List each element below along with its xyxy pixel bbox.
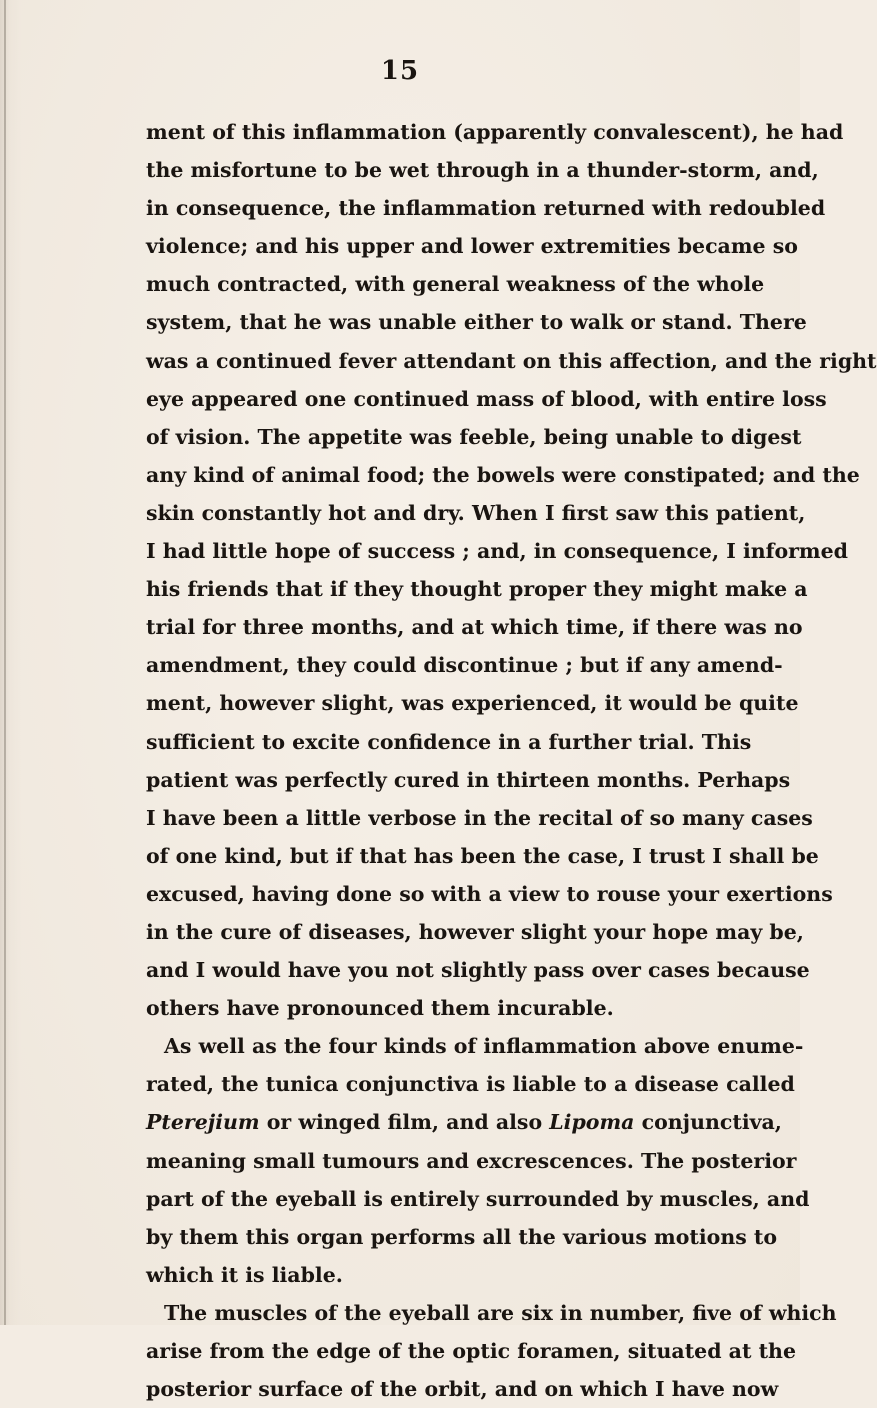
text-line: arise from the edge of the optic foramen, situated at the bbox=[146, 1339, 796, 1363]
paragraph-start-line: As well as the four kinds of inflammation above enume- bbox=[164, 1034, 804, 1059]
text-line: I have been a little verbose in the recital of so many cases bbox=[146, 805, 813, 830]
text-line: any kind of animal food; the bowels were constipated; and the bbox=[146, 462, 860, 487]
text-line: ment, however slight, was experienced, it would be quite bbox=[146, 691, 799, 716]
text-line: the misfortune to be wet through in a thunder-storm, and, bbox=[146, 158, 819, 183]
text-line: meaning small tumours and excrescences. The posterior bbox=[146, 1148, 797, 1173]
italic-term-pterejium: Pterejium bbox=[146, 1110, 260, 1135]
text-line: posterior surface of the orbit, and on which I have now bbox=[146, 1377, 779, 1402]
text-line: and I would have you not slightly pass over cases because bbox=[146, 958, 810, 983]
text-line: of vision. The appetite was feeble, being unable to digest bbox=[146, 424, 802, 449]
paragraph-end-line: which it is liable. bbox=[146, 1262, 343, 1287]
text-line: trial for three months, and at which time, if there was no bbox=[146, 615, 803, 640]
text-line: excused, having done so with a view to rouse your exertions bbox=[146, 881, 833, 906]
text-line: sufficient to excite confidence in a further trial. This bbox=[146, 729, 752, 754]
text-line: part of the eyeball is entirely surrounded by muscles, and bbox=[146, 1186, 810, 1211]
text-line: rated, the tunica conjunctiva is liable to a disease called bbox=[146, 1072, 795, 1097]
text-fragment: or winged film, and also bbox=[259, 1110, 550, 1135]
page-number: 15 bbox=[380, 56, 420, 86]
text-line: by them this organ performs all the various motions to bbox=[146, 1224, 778, 1249]
text-line-with-italic-terms bbox=[146, 1103, 782, 1141]
text-line: eye appeared one continued mass of blood, with entire loss bbox=[146, 386, 827, 411]
text-line: violence; and his upper and lower extremities became so bbox=[146, 234, 798, 259]
text-line: was a continued fever attendant on this affection, and the right bbox=[146, 348, 877, 373]
text-line: system, that he was unable either to walk or stand. There bbox=[146, 310, 807, 335]
text-line: skin constantly hot and dry. When I first saw this patient, bbox=[146, 500, 806, 525]
text-line: patient was perfectly cured in thirteen months. Perhaps bbox=[146, 767, 791, 792]
text-line: I had little hope of success ; and, in consequence, I informed bbox=[146, 539, 848, 564]
body-text bbox=[146, 113, 877, 1408]
text-line: much contracted, with general weakness of the whole bbox=[146, 272, 765, 297]
paragraph-start-line: The muscles of the eyeball are six in number, five of which bbox=[164, 1300, 837, 1325]
text-line: of one kind, but if that has been the case, I trust I shall be bbox=[146, 843, 819, 868]
text-line: ment of this inflammation (apparently convalescent), he had bbox=[146, 120, 844, 144]
italic-term-lipoma: Lipoma bbox=[549, 1110, 635, 1135]
text-line: his friends that if they thought proper they might make a bbox=[146, 577, 808, 602]
text-line: in consequence, the inflammation returned with redoubled bbox=[146, 196, 826, 221]
text-line: in the cure of diseases, however slight your hope may be, bbox=[146, 919, 804, 944]
text-fragment: conjunctiva, bbox=[634, 1110, 782, 1135]
paragraph-end-line: others have pronounced them incurable. bbox=[146, 996, 614, 1021]
page-gutter-edge bbox=[4, 0, 6, 1325]
text-line: amendment, they could discontinue ; but if any amend- bbox=[146, 653, 783, 678]
